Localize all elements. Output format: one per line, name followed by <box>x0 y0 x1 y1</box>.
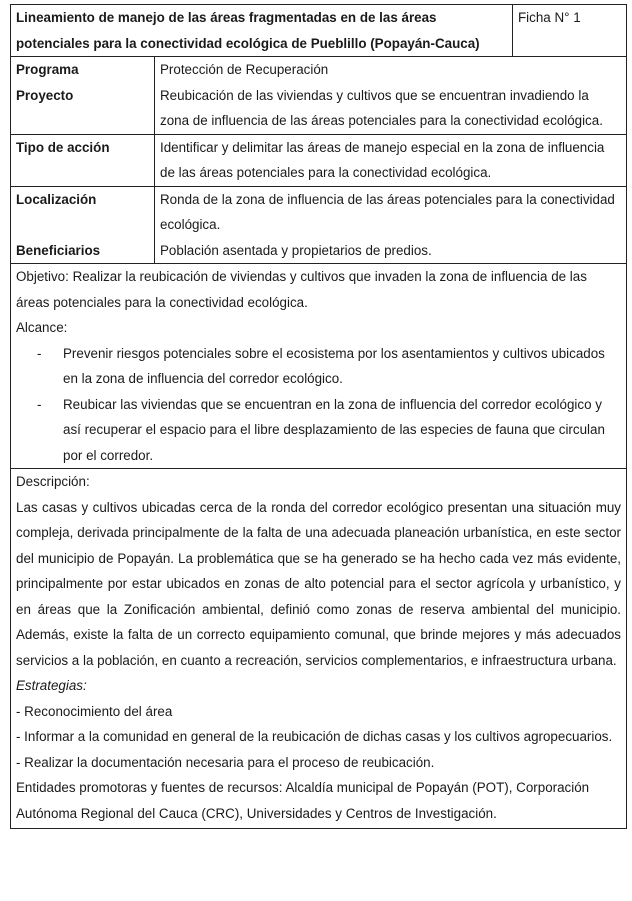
entities-text: Entidades promotoras y fuentes de recursos: Alcaldía municipal de Popayán (POT), Corporación Autónoma Regional del Cauca (CRC), Universidades y Centros de Investigación. <box>16 780 590 821</box>
beneficiarios-value: Población asentada y propietarios de predios. <box>155 238 627 264</box>
sheet-number: Ficha N° 1 <box>513 5 627 57</box>
objective-text: Objetivo: Realizar la reubicación de viviendas y cultivos que invaden la zona de influencia de las áreas potenciales para la conectividad ecológica. <box>16 269 587 310</box>
scope-item-2: Reubicar las viviendas que se encuentran en la zona de influencia del corredor ecológico y así recuperar el espacio para el libre desplazamiento de las especies de fauna que circulan por el corredor. <box>63 396 605 463</box>
proyecto-value: Reubicación de las viviendas y cultivos que se encuentran invadiendo la zona de influencia de las áreas potenciales para la conectividad ecológica. <box>155 83 627 135</box>
list-item <box>16 341 621 392</box>
strategy-item-3: - Realizar la documentación necesaria para el proceso de reubicación. <box>16 754 435 770</box>
tipo-accion-value: Identificar y delimitar las áreas de manejo especial en la zona de influencia de las áreas potenciales para la conectividad ecológica. <box>155 134 627 186</box>
bullet-dash: - <box>37 345 42 361</box>
sheet-header-table <box>10 4 627 57</box>
objective-table <box>10 263 627 469</box>
strategies-label: Estrategias: <box>16 678 87 693</box>
list-item <box>16 392 621 469</box>
project-sheet <box>10 4 627 829</box>
localizacion-label: Localización <box>11 186 155 238</box>
strategy-item-1: - Reconocimiento del área <box>16 703 173 719</box>
description-label: Descripción: <box>16 474 90 489</box>
bullet-dash: - <box>37 396 42 412</box>
sheet-fields-table <box>10 56 627 264</box>
description-table <box>10 468 627 829</box>
strategy-item-2: - Informar a la comunidad en general de la reubicación de dichas casas y los cultivos agropecuarios. <box>16 729 613 744</box>
scope-item-1: Prevenir riesgos potenciales sobre el ecosistema por los asentamientos y cultivos ubicados en la zona de influencia del corredor ecológico. <box>63 345 605 386</box>
scope-label: Alcance: <box>16 320 68 335</box>
proyecto-label: Proyecto <box>11 83 155 135</box>
programa-label: Programa <box>11 57 155 83</box>
description-body: Las casas y cultivos ubicadas cerca de la ronda del corredor ecológico presentan una situación muy compleja, derivada principalmente de la falta de una adecuada planeación urbanística, en este sector del municipio de Popayán. La problemática que se ha generado se ha hecho cada vez más evidente, principalmente por estar ubicados en zonas de alto potencial para el sector agrícola y urbanístico, y en áreas que la Zonificación ambiental, definió como zonas de reserva ambiental del municipio. Además, existe la falta de un correcto equipamiento comunal, que brinde mejores y más adecuados servicios a la población, en cuanto a recreación, servicios complementarios, e infraestructura urbana. <box>16 499 621 668</box>
sheet-title: Lineamiento de manejo de las áreas fragmentadas en de las áreas potenciales para la conectividad ecológica de Pueblillo (Popayán-Cauca) <box>11 5 513 57</box>
beneficiarios-label: Beneficiarios <box>11 238 155 264</box>
programa-value: Protección de Recuperación <box>155 57 627 83</box>
tipo-accion-label: Tipo de acción <box>11 134 155 186</box>
localizacion-value: Ronda de la zona de influencia de las áreas potenciales para la conectividad ecológica. <box>155 186 627 238</box>
